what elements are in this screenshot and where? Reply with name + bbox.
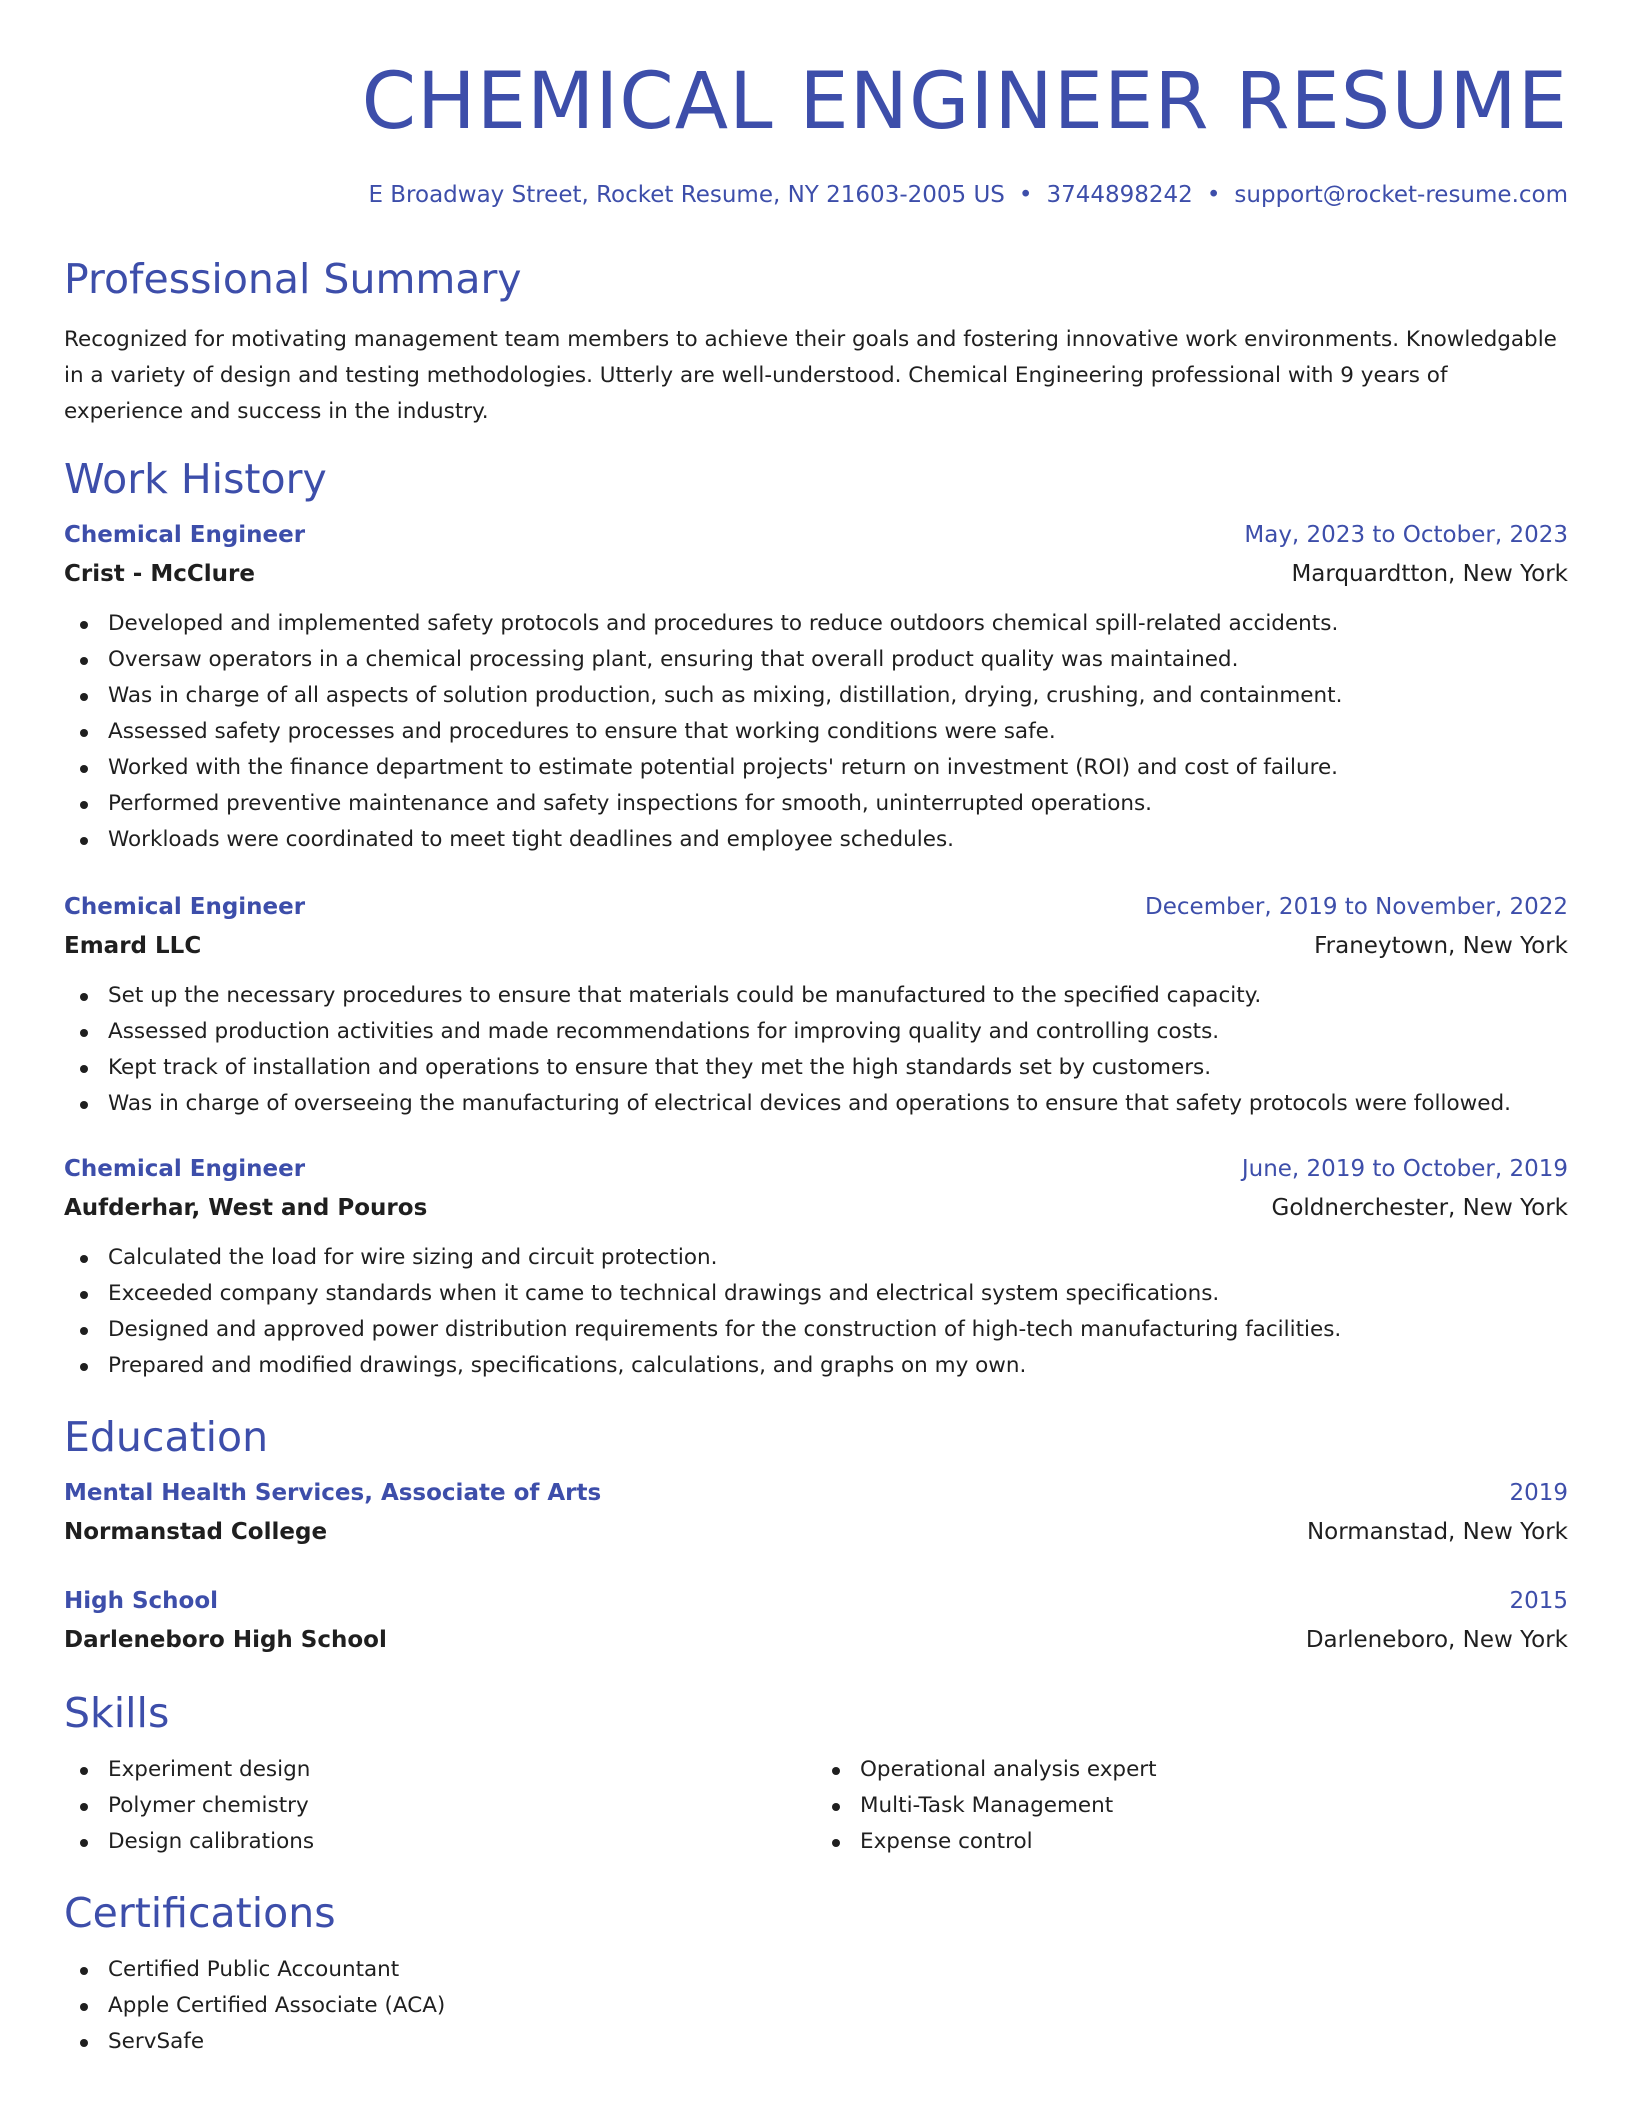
education-entry: [64, 1582, 1568, 1660]
list-item: Developed and implemented safety protocols and procedures to reduce outdoors chemical spill-related accidents.: [108, 606, 1568, 642]
certifications-list: [64, 1952, 1568, 2060]
list-item: Workloads were coordinated to meet tight deadlines and employee schedules.: [108, 822, 1568, 858]
school-location: Darleneboro, New York: [1305, 1627, 1568, 1653]
list-item: ServSafe: [108, 2024, 1568, 2060]
company-name: Aufderhar, West and Pouros: [64, 1195, 428, 1221]
section-title-certifications: Certifications: [64, 1889, 336, 1937]
job-dates: December, 2019 to November, 2022: [1145, 894, 1568, 920]
job-location: Marquardtton, New York: [1291, 561, 1568, 587]
list-item: Assessed production activities and made recommendations for improving quality and controlling costs.: [108, 1014, 1568, 1050]
company-name: Crist - McClure: [64, 561, 255, 587]
resume-title: CHEMICAL ENGINEER RESUME: [361, 57, 1568, 147]
work-history-section: [64, 452, 1568, 1384]
job-title: Chemical Engineer: [64, 522, 306, 548]
school-name: Darleneboro High School: [64, 1627, 387, 1653]
education-year: 2015: [1509, 1588, 1568, 1614]
list-item: Exceeded company standards when it came to technical drawings and electrical system specifications.: [108, 1276, 1568, 1312]
resume-page: [64, 0, 1568, 2060]
skills-list-left: [64, 1752, 816, 1860]
list-item: Was in charge of all aspects of solution production, such as mixing, distillation, drying, crushing, and containment.: [108, 678, 1568, 714]
resume-header: [64, 0, 1568, 212]
job-entry: [64, 1150, 1568, 1384]
list-item: Prepared and modified drawings, specifications, calculations, and graphs on my own.: [108, 1348, 1568, 1384]
bullet-separator: •: [1018, 182, 1033, 208]
bullet-separator: •: [1206, 182, 1221, 208]
company-name: Emard LLC: [64, 933, 202, 959]
email-text: support@rocket-resume.com: [1234, 182, 1568, 208]
contact-line: [64, 178, 1568, 212]
job-bullets: [64, 978, 1568, 1122]
phone-text: 3744898242: [1046, 182, 1193, 208]
job-entry: [64, 888, 1568, 1122]
skills-section: [64, 1686, 1568, 1860]
job-location: Franeytown, New York: [1314, 933, 1568, 959]
list-item: Multi-Task Management: [860, 1788, 1568, 1824]
list-item: Calculated the load for wire sizing and circuit protection.: [108, 1240, 1568, 1276]
skills-list-right: [816, 1752, 1568, 1860]
education-year: 2019: [1509, 1480, 1568, 1506]
job-dates: June, 2019 to October, 2019: [1241, 1156, 1568, 1182]
summary-section: [64, 252, 1568, 430]
section-title-skills: Skills: [64, 1689, 170, 1737]
list-item: Certified Public Accountant: [108, 1952, 1568, 1988]
list-item: Design calibrations: [108, 1824, 816, 1860]
school-location: Normanstad, New York: [1306, 1519, 1568, 1545]
skills-columns: [64, 1740, 1568, 1860]
section-title-work-history: Work History: [64, 455, 327, 503]
list-item: Experiment design: [108, 1752, 816, 1788]
list-item: Designed and approved power distribution requirements for the construction of high-tech manufacturing facilities.: [108, 1312, 1568, 1348]
list-item: Assessed safety processes and procedures to ensure that working conditions were safe.: [108, 714, 1568, 750]
degree-title: High School: [64, 1588, 219, 1614]
address-text: E Broadway Street, Rocket Resume, NY 21603-2005 US: [368, 182, 1005, 208]
list-item: Polymer chemistry: [108, 1788, 816, 1824]
list-item: Expense control: [860, 1824, 1568, 1860]
education-section: [64, 1410, 1568, 1660]
section-title-summary: Professional Summary: [64, 255, 522, 303]
list-item: Set up the necessary procedures to ensure that materials could be manufactured to the specified capacity.: [108, 978, 1568, 1014]
list-item: Kept track of installation and operations to ensure that they met the high standards set by customers.: [108, 1050, 1568, 1086]
school-name: Normanstad College: [64, 1519, 328, 1545]
job-bullets: [64, 1240, 1568, 1384]
section-title-education: Education: [64, 1413, 269, 1461]
list-item: Was in charge of overseeing the manufacturing of electrical devices and operations to ensure that safety protocols were followed.: [108, 1086, 1568, 1122]
job-title: Chemical Engineer: [64, 894, 306, 920]
list-item: Oversaw operators in a chemical processing plant, ensuring that overall product quality was maintained.: [108, 642, 1568, 678]
list-item: Apple Certified Associate (ACA): [108, 1988, 1568, 2024]
certifications-section: [64, 1886, 1568, 2060]
job-title: Chemical Engineer: [64, 1156, 306, 1182]
job-dates: May, 2023 to October, 2023: [1244, 522, 1568, 548]
education-entry: [64, 1474, 1568, 1552]
degree-title: Mental Health Services, Associate of Arts: [64, 1480, 602, 1506]
job-entry: [64, 516, 1568, 858]
job-bullets: [64, 606, 1568, 858]
list-item: Worked with the finance department to estimate potential projects' return on investment (ROI) and cost of failure.: [108, 750, 1568, 786]
list-item: Operational analysis expert: [860, 1752, 1568, 1788]
list-item: Performed preventive maintenance and safety inspections for smooth, uninterrupted operations.: [108, 786, 1568, 822]
job-location: Goldnerchester, New York: [1271, 1195, 1568, 1221]
summary-text: Recognized for motivating management team members to achieve their goals and fostering innovative work environments. Knowledgable in a variety of design and testing methodologies. Utterly are well-understood. Chemical Engineering professional with 9 years of experience and success in the industry.: [64, 327, 1557, 424]
